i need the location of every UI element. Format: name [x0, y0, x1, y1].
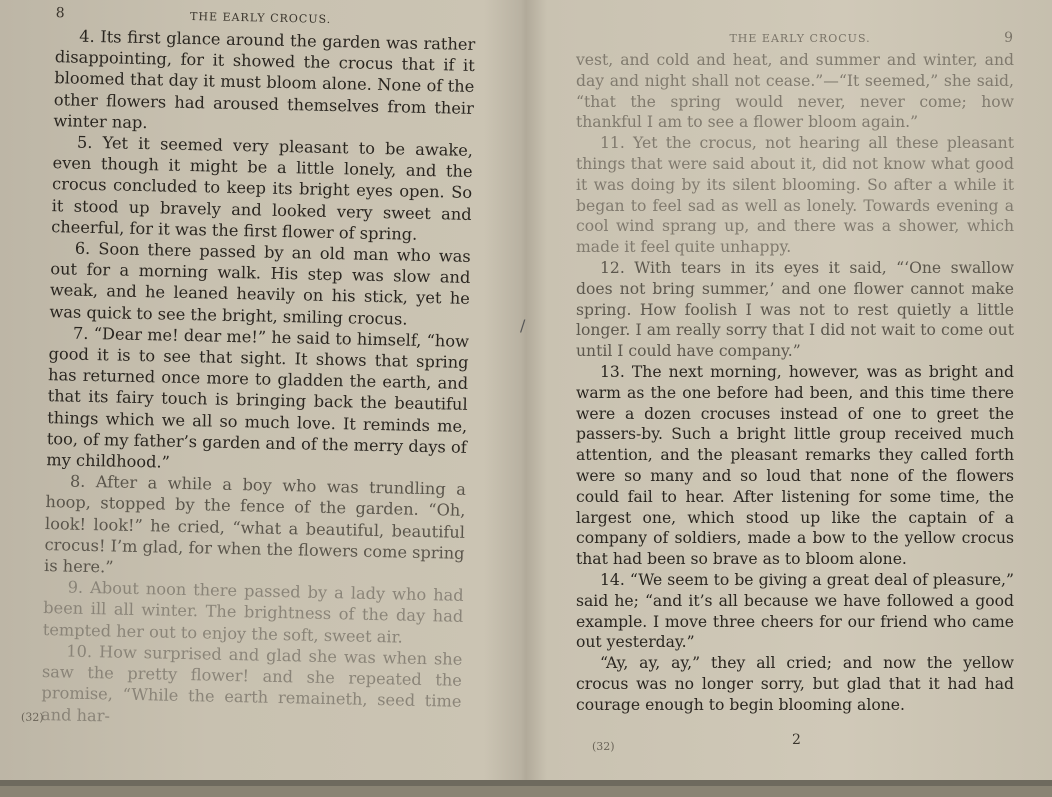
- paragraph-9: 9. About noon there passed by a lady who had been ill all winter. The brightness of the day had tempted her out to enjoy the soft, sweet air.: [42, 577, 464, 647]
- right-running-head: [576, 30, 1014, 50]
- paragraph-4: 4. Its first glance around the garden was rather disappointing, for it showed the crocus that if it bloomed that day it must bloom alone. None of the other flowers had aroused themselves from their winter nap.: [53, 26, 476, 132]
- signature-mark: 2: [792, 732, 801, 748]
- right-footer-mark: (32): [592, 740, 615, 753]
- left-page: [0, 0, 520, 797]
- paragraph-continued: vest, and cold and heat, and summer and winter, and day and night shall not cease.”—“It seemed,” she said, “that the spring would never, never come; how thankful I am to see a flower bloom again.”: [576, 51, 1014, 132]
- paragraph-8: 8. After a while a boy who was trundling a hoop, stopped by the fence of the garden. “Oh, look! look!” he cried, “what a beautiful, beautiful crocus! I’m glad, for when the flowers come spring is here.”: [43, 471, 467, 577]
- paragraph-11: 11. Yet the crocus, not hearing all these pleasant things that were said about it, did not know what good it was doing by its silent blooming. So after a while it began to feel sad as well as lonely. Towards evening a cool wind sprang up, and there was a shower, which made it feel quite unhappy.: [576, 134, 1014, 257]
- left-footer-mark: (32): [20, 710, 44, 725]
- paragraph-6: 6. Soon there passed by an old man who was out for a morning walk. His step was slow and weak, and he leaned heavily on his stick, yet he was quick to see the bright, smiling crocus.: [49, 238, 471, 329]
- right-running-title: THE EARLY CROCUS.: [729, 32, 871, 45]
- page-bottom-edge: [0, 780, 1052, 786]
- right-page-number: 9: [1004, 30, 1014, 46]
- left-page-number: 8: [55, 5, 66, 22]
- gutter-mark: /: [520, 316, 526, 335]
- right-page: [528, 0, 1052, 786]
- paragraph-10: 10. How surprised and glad she was when she saw the pretty flower! and she repeated the promise, “While the earth remaineth, seed time and har-: [40, 641, 463, 725]
- paragraph-13: 13. The next morning, however, was as bright and warm as the one before had been, and this time there were a dozen crocuses instead of one to greet the passers-by. Such a bright little group received much attention, and the pleasant remarks they called forth were so many and so loud that none of the flowers could fail to hear. After listening for some time, the largest one, which stood up like the captain of a company of soldiers, made a bow to the yellow crocus that had been so brave as to bloom alone.: [576, 362, 1014, 569]
- paragraph-7: 7. “Dear me! dear me!” he said to himself, “how good it is to see that sight. It shows that spring has returned once more to gladden the earth, and that its fairy touch is bringing back the beautiful things which we all so much love. It reminds me, too, of my father’s garden and of the merry days of my childhood.”: [46, 323, 470, 472]
- paragraph-final: “Ay, ay, ay,” they all cried; and now the yellow crocus was no longer sorry, but glad that it had had courage enough to begin blooming alone.: [576, 654, 1014, 714]
- paragraph-14: 14. “We seem to be giving a great deal of pleasure,” said he; “and it’s all because we have followed a good example. I move three cheers for our friend who came out yesterday.”: [576, 570, 1014, 652]
- paragraph-12: 12. With tears in its eyes it said, “‘One swallow does not bring summer,’ and one flower cannot make spring. How foolish I was not to rest quietly a little longer. I am really sorry that I did not wait to come out until I could have company.”: [576, 258, 1014, 361]
- paragraph-5: 5. Yet it seemed very pleasant to be awake, even though it might be a little lonely, and the crocus concluded to keep its bright eyes open. So it stood up bravely and looked very sweet and cheerful, for it was the first flower of spring.: [51, 132, 474, 244]
- left-running-title: THE EARLY CROCUS.: [189, 9, 332, 26]
